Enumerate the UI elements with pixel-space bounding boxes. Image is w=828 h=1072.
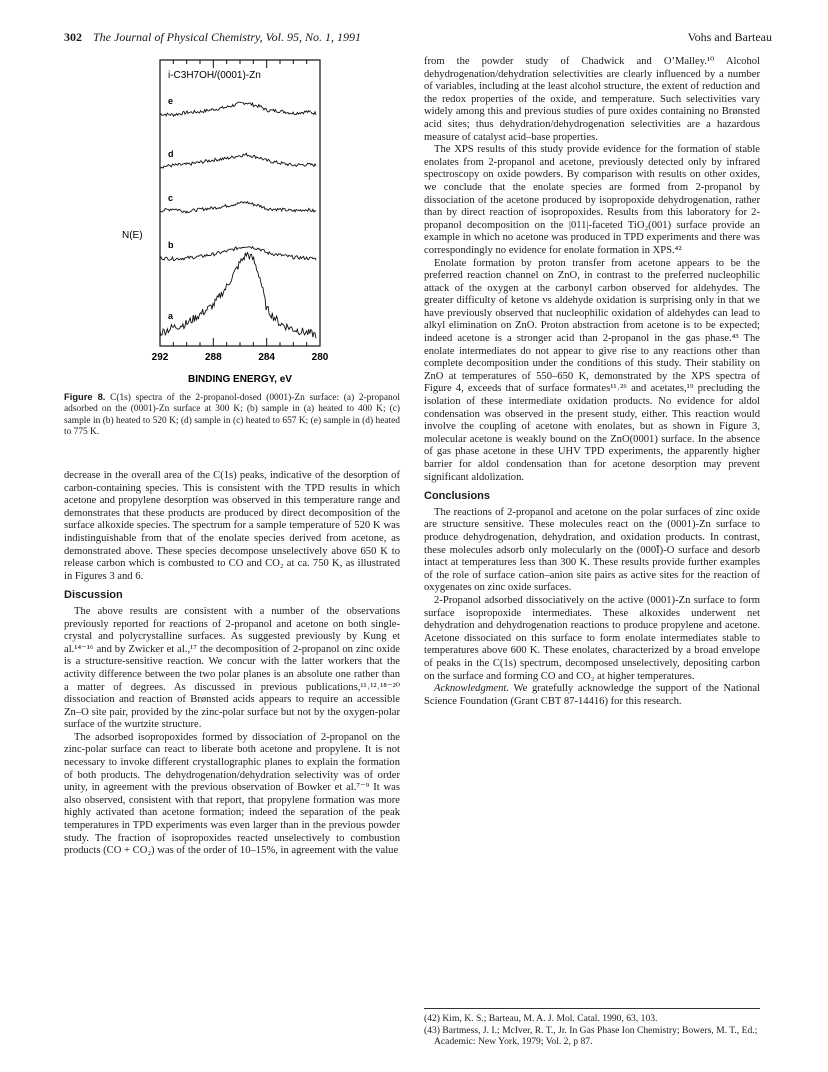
- spectrum-line-d: [160, 153, 316, 168]
- references-rule: [424, 1008, 760, 1009]
- spectrum-line-c: [160, 202, 316, 214]
- figure-caption: [64, 391, 400, 439]
- acknowledgment-text: We gratefully acknowledge the support of the National Science Foundation (Grant CBT 87-14416) for this research.: [424, 683, 760, 707]
- x-tick-label: 280: [311, 352, 329, 363]
- reference-43: (43) Bartmess, J. I.; McIver, R. T., Jr. In Gas Phase Ion Chemistry; Bowers, M. T., Ed.; Academic: New York, 1979; Vol. 2, p 87.: [424, 1024, 758, 1048]
- x-tick-label: 288: [204, 352, 222, 363]
- inset-label: i-C3H7OH/(0001)-Zn: [168, 70, 261, 81]
- paragraph: 2-Propanol adsorbed dissociatively on the active (0001)-Zn surface to form surface isopropoxide intermediates. These alkoxides underwent net dehydration and dehydrogenation reactions to produce propylene and acetone. Acetone dissociated on this surface to form enolate intermediates stable to temperatures above 600 K. These enolates, characterized by a broad envelope of peaks in the C(1s) spectrum, decomposed unselectively, depositing carbon on the surface and forming CO and CO₂ at higher temperatures.: [424, 594, 760, 682]
- caption-label: Figure 8.: [64, 391, 106, 402]
- paragraph: decrease in the overall area of the C(1s) peaks, indicative of the desorption of carbon-containing species. This is consistent with the TPD results in which acetone and propylene desorption was observed in this temperature range and demonstrates that these products are produced by direct decomposition of the surface alkoxide species. The spectrum for a sample temperature of 520 K was indistinguishable from that of the enolate species derived from acetone, as demonstrated above. These species decompose unselectively above 650 K to release carbon which is combusted to CO and CO₂ at ca. 750 K, as illustrated in Figures 3 and 6.: [64, 470, 400, 582]
- x-tick-label: 284: [258, 352, 276, 363]
- x-axis-label: BINDING ENERGY, eV: [188, 374, 292, 385]
- spectrum-line-a: [160, 253, 316, 339]
- left-column: [64, 470, 400, 858]
- journal-citation: The Journal of Physical Chemistry, Vol. 95, No. 1, 1991: [93, 30, 361, 44]
- figure-8: [64, 50, 400, 390]
- paragraph: The XPS results of this study provide evidence for the formation of stable enolates from 2-propanol and acetone, previously detected only by infrared spectroscopy on oxide powders. By comparison with results on other oxides, we conclude that the enolate species are formed from 2-propanol by dissociation of the acetone produced by isopropoxide dehydrogenation, rather than by direct reaction of isopropoxides. Results from this laboratory for 2-propanol decomposition on the |011|-faceted TiO₂(001) surface provide an example in which no acetone was produced in TPD experiments and there was correspondingly no evidence for enolate formation in XPS.⁴²: [424, 144, 760, 256]
- section-heading-discussion: Discussion: [64, 589, 123, 602]
- paragraph: Enolate formation by proton transfer from acetone appears to be the preferred reaction channel on ZnO, in contrast to the preferred nucleophilic attack of the oxygen at the carbonyl carbon observed for aldehydes. The greater difficulty of ketone vs aldehyde oxidation is surprising only in that we have previously observed that nucleophilic oxidation of aldehydes can lead to alkyl elimination on ZnO. Proton abstraction from acetone is to be expected; indeed acetone is a stronger acid than 2-propanol in the gas phase.⁴³ The enolate intermediates do not appear to give rise to any reactions other than complete decomposition under the conditions of this study. Their stability on ZnO at temperatures of 550–650 K, demonstrated by the XPS spectra of Figure 4, exceeds that of surface formates¹¹˒²⁶ and acetates,¹⁹ precluding the isolation of these intermediate oxidation products. No evidence for aldol condensation was observed in the present study, either. This reaction would involve the coupling of acetone with enolates, but as shown in Figure 3, molecular acetone is weakly bound on the ZnO(0001) surface. In the absence of gas phase acetone in these UHV TPD experiments, the apparently higher barrier for aldol condensation than for acetone desorption may prevent significant aldolization.: [424, 257, 760, 483]
- curve-label-d: d: [168, 148, 174, 159]
- curve-label-e: e: [168, 96, 174, 107]
- paragraph: The reactions of 2-propanol and acetone on the polar surfaces of zinc oxide are structure sensitive. These molecules react on the (0001)-Zn surface to produce dehydrogenation, dehydration, and oxidation products. In contrast, these molecules adsorb only molecularly on the (000Ī)-O surface and desorb intact at temperatures less than 300 K. These results provide further examples of the role of surface cation–anion site pairs as active sites for the reaction of oxygenates on zinc oxide surfaces.: [424, 506, 760, 594]
- running-authors: Vohs and Barteau: [687, 30, 772, 44]
- reference-42: (42) Kim, K. S.; Barteau, M. A. J. Mol. Catal. 1990, 63, 103.: [424, 1013, 658, 1024]
- spectrum-line-b: [160, 247, 316, 261]
- section-heading-conclusions: Conclusions: [424, 490, 491, 503]
- right-column: [424, 56, 760, 708]
- acknowledgment: [424, 683, 760, 708]
- paragraph: The above results are consistent with a number of the observations previously reported for reactions of 2-propanol and acetone on both single-crystal and polycrystalline surfaces. As suggested previously by Kung et al.¹⁴⁻¹⁶ and by Zwicker et al.,¹⁷ the decomposition of 2-propanol on zinc oxide is a structure-sensitive reaction. We concur with the latter workers that the activity difference between the two polar planes is an absolute one rather than a matter of degrees. As discussed in previous publications,¹¹˒¹²˒¹⁸⁻²⁰ dissociation and reaction of Brønsted acids appears to require an accessible Zn–O site pair, provided by the zinc-polar surface but not by the oxygen-polar surface of the wurtzite structure.: [64, 605, 400, 731]
- curve-label-a: a: [168, 310, 174, 321]
- spectrum-line-e: [160, 102, 316, 116]
- running-header: [64, 30, 361, 45]
- y-axis-label: N(E): [122, 230, 143, 241]
- curve-label-c: c: [168, 192, 174, 203]
- curve-label-b: b: [168, 240, 174, 251]
- acknowledgment-label: Acknowledgment.: [434, 683, 510, 695]
- x-tick-label: 292: [151, 352, 169, 363]
- xps-spectra-chart: [64, 50, 400, 390]
- caption-text: C(1s) spectra of the 2-propanol-dosed (0001)-Zn surface: (a) 2-propanol adsorbed on the (0001)-Zn surface at 300 K; (b) sample in (a) heated to 400 K; (c) sample in (b) heated to 520 K; (d) sample in (c) heated to 657 K; (e) sample in (d) heated to 775 K.: [64, 393, 401, 438]
- page-number: 302: [64, 30, 82, 44]
- paragraph: from the powder study of Chadwick and O’Malley.¹⁰ Alcohol dehydrogenation/dehydration selectivities are clearly influenced by a number of variables, including at the least alcohol structure, the extent of reduction and the redox properties of the oxide, and temperature. Such selectivities vary widely among this and previous studies of pure oxides containing no Brønsted acid sites; thus dehydration/dehydrogenation selectivities are a hazardous measure of catalyst acid–base properties.: [424, 56, 760, 143]
- paragraph: The adsorbed isopropoxides formed by dissociation of 2-propanol on the zinc-polar surface can react to liberate both acetone and propylene. It is not necessary to invoke different crystallographic planes to explain the formation of both products. The dehydrogenation/dehydration selectivity was of order unity, in agreement with the previous observation of Bowker et al.⁷⁻⁹ It was also observed, consistent with that report, that propylene formation was more highly activated than acetone formation; indeed the separation of the peak temperatures in TPD experiments was even larger than in the previous powder study. The fraction of isopropoxides reacted unselectively to combustion products (CO + CO₂) was of the order of 10–15%, in agreement with the value: [64, 731, 400, 857]
- references: [424, 1008, 760, 1048]
